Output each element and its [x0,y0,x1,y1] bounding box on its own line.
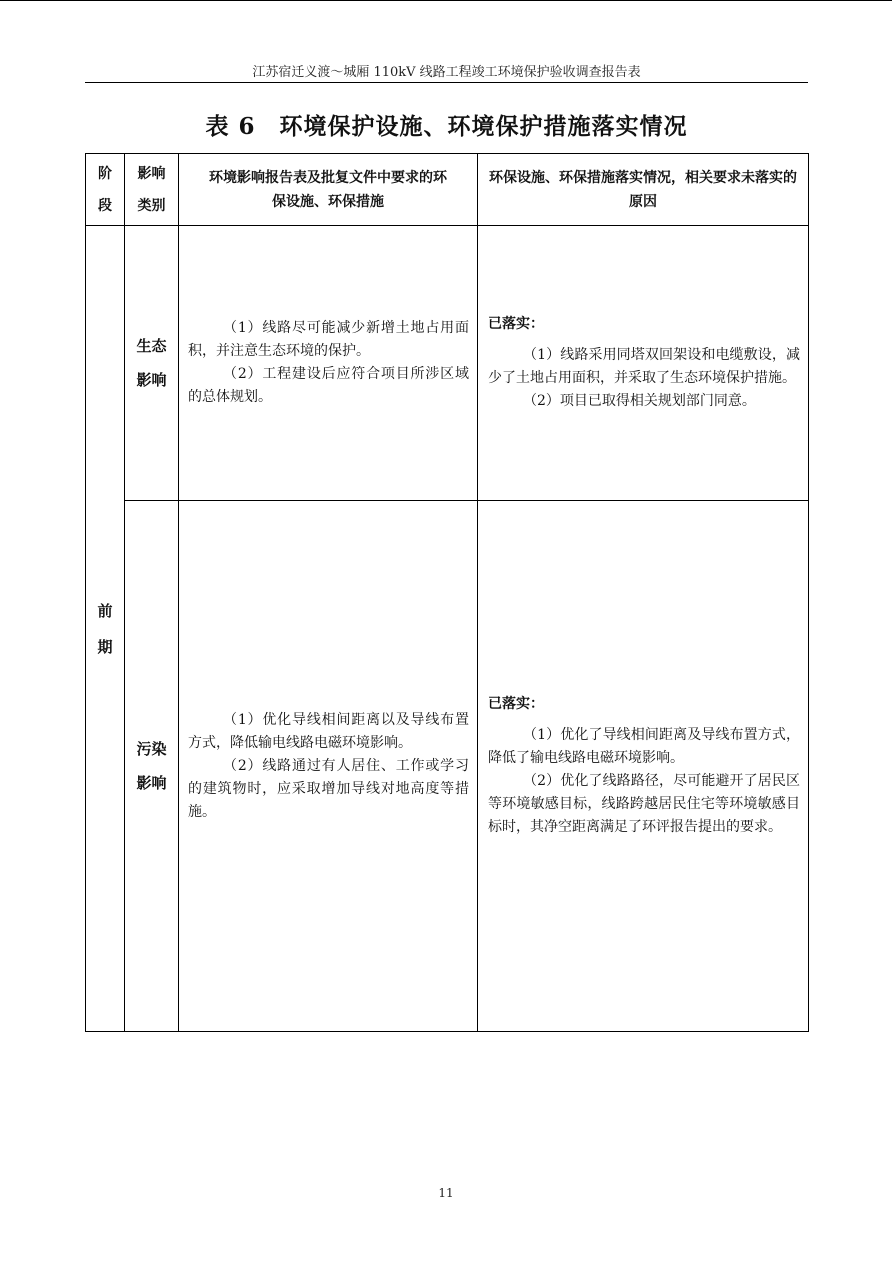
implementation-item: （1）优化了导线相间距离及导线布置方式，降低了输电线路电磁环境影响。 [488,727,800,766]
implementation-item: （2）优化了线路路径，尽可能避开了居民区等环境敏感目标，线路跨越居民住宅等环境敏感目标时，其净空距离满足了环评报告提出的要求。 [488,773,800,835]
page-number: 11 [438,1186,454,1200]
category-text: 污染影响 [136,740,167,792]
requirement-item: （1）线路尽可能减少新增土地占用面积，并注意生态环境的保护。 [188,320,469,359]
header-implementation-text: 环保设施、环保措施落实情况，相关要求未落实的原因 [488,169,797,210]
measures-table [85,153,809,1032]
table-row [86,501,809,1032]
table-row [86,226,809,501]
header-category [125,154,179,226]
requirements-cell [179,226,478,501]
implementation-cell [478,226,809,501]
category-text: 生态影响 [136,337,167,389]
requirement-item: （2）工程建设后应符合项目所涉区域的总体规划。 [188,366,469,405]
implementation-item: （1）线路采用同塔双回架设和电缆敷设，减少了土地占用面积，并采取了生态环境保护措施。 [488,347,800,386]
stage-cell [86,226,125,1032]
implementation-cell [478,501,809,1032]
requirement-item: （2）线路通过有人居住、工作或学习的建筑物时，应采取增加导线对地高度等措施。 [188,757,469,820]
table-header-row [86,154,809,226]
requirements-cell [179,501,478,1032]
running-header: 江苏宿迁义渡～城厢 110kV 线路工程竣工环境保护验收调查报告表 [252,65,641,80]
header-implementation [478,154,809,226]
requirement-item: （1）优化导线相间距离以及导线布置方式，降低输电线路电磁环境影响。 [188,711,469,751]
header-stage-text: 阶段 [97,165,112,214]
implementation-item: （2）项目已取得相关规划部门同意。 [523,393,756,409]
header-rule [85,82,808,83]
category-cell [125,226,179,501]
header-category-text: 影响类别 [137,165,166,214]
header-requirements-text: 环境影响报告表及批复文件中要求的环保设施、环保措施 [209,169,447,210]
header-requirements [179,154,478,226]
stage-text: 前期 [97,601,113,656]
status-label: 已落实： [488,316,544,332]
table-title: 表 6 环境保护设施、环境保护措施落实情况 [205,113,688,140]
header-stage [86,154,125,226]
category-cell [125,501,179,1032]
status-label: 已落实： [488,696,544,712]
page-top-border [0,0,892,1]
